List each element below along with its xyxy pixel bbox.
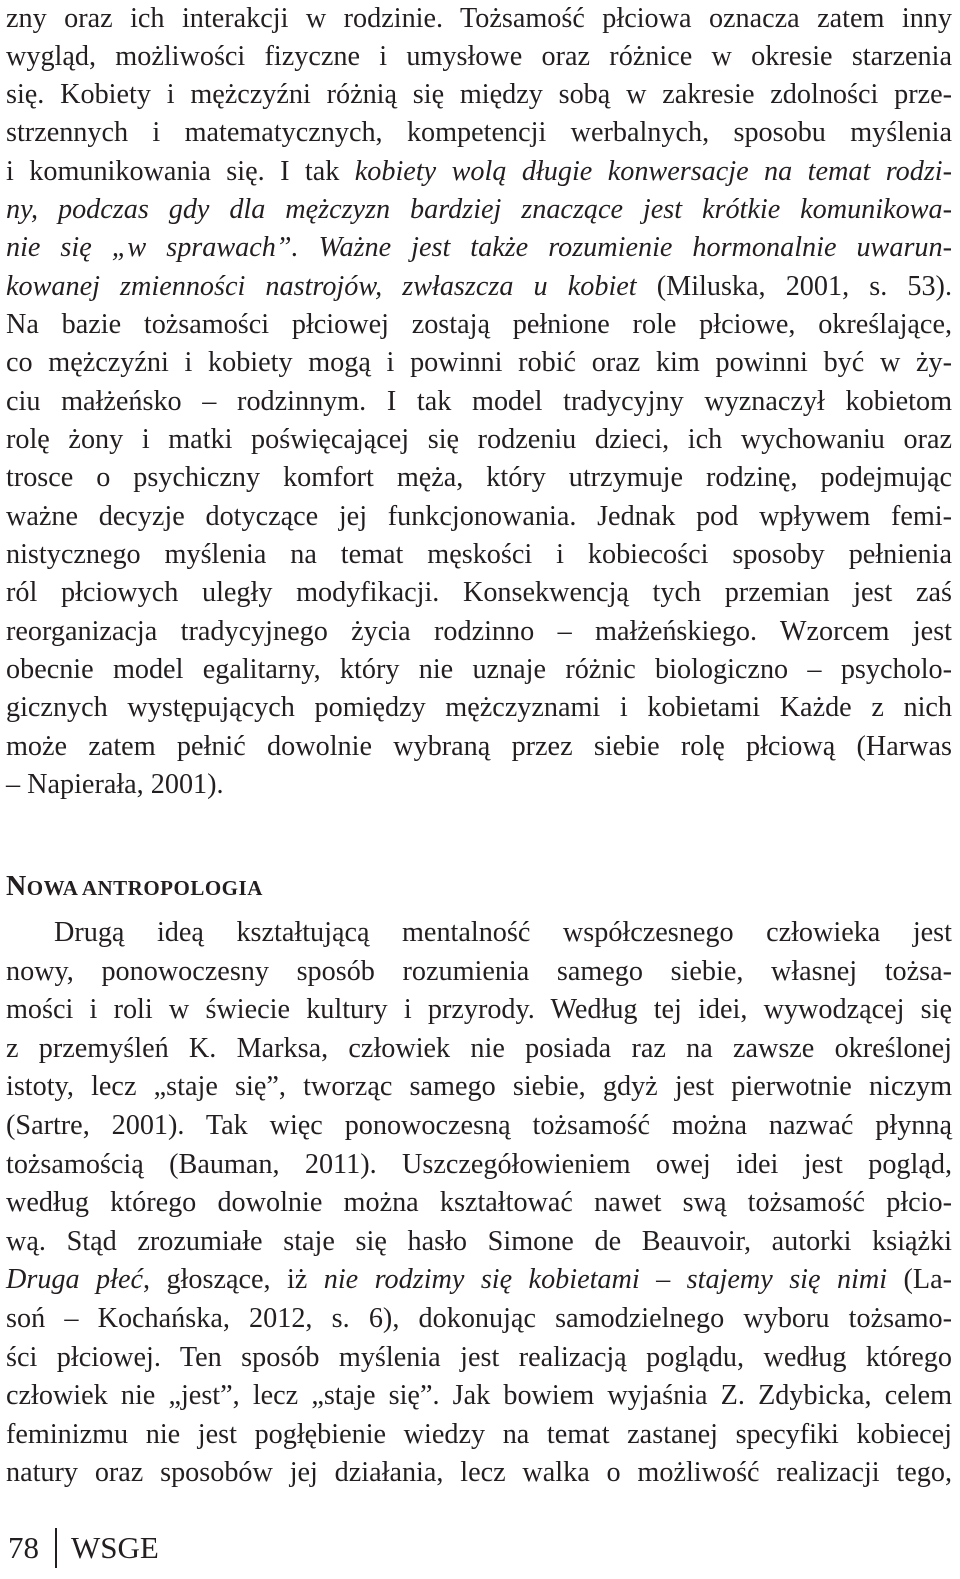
italic-text: ny, podczas gdy dla mężczyzn bardziej znaczące jest krótkie komunikowa- xyxy=(6,194,952,225)
text-line: co mężczyźni i kobiety mogą i powinni robić oraz kim powinni być w ży- xyxy=(6,347,952,378)
italic-text: kowanej zmienności nastrojów, zwłaszcza u kobiet xyxy=(6,271,637,302)
text-line: ważne decyzje dotyczące jej funkcjonowania. Jednak pod wpływem femi- xyxy=(6,501,952,532)
text-line: soń – Kochańska, 2012, s. 6), dokonując samodzielnego wyboru tożsamo- xyxy=(6,1303,952,1334)
text-line: kowanej zmienności nastrojów, zwłaszcza u kobiet (Miluska, 2001, s. 53). xyxy=(6,271,952,302)
italic-text: kobiety wolą długie konwersacje na temat rodzi- xyxy=(354,156,953,187)
text-line: mości i roli w świecie kultury i przyrody. Według tej idei, wywodzącej się xyxy=(6,994,952,1025)
text-line: ści płciowej. Ten sposób myślenia jest realizacją poglądu, według którego xyxy=(6,1342,952,1373)
publisher-name: WSGE xyxy=(71,1530,159,1565)
text-line: ról płciowych uległy modyfikacji. Konsekwencją tych przemian jest zaś xyxy=(6,577,952,608)
text-line: gicznych występujących pomiędzy mężczyznami i kobietami Każde z nich xyxy=(6,692,952,723)
text-line: Na bazie tożsamości płciowej zostają pełnione role płciowe, określające, xyxy=(6,309,952,340)
text-line: wygląd, możliwości fizyczne i umysłowe oraz różnice w okresie starzenia xyxy=(6,41,952,72)
italic-text: Druga płeć xyxy=(6,1264,143,1295)
text-line: według którego dowolnie można kształtować nawet swą tożsamość płcio- xyxy=(6,1187,952,1218)
section-heading: NOWA ANTROPOLOGIA xyxy=(6,871,263,902)
text-line: rolę żony i matki poświęcającej się rodzeniu dzieci, ich wychowaniu oraz xyxy=(6,424,952,455)
italic-text: nie się „w sprawach”. xyxy=(6,232,299,263)
page-footer xyxy=(8,1526,159,1570)
text-line xyxy=(6,191,952,229)
text-line: obecnie model egalitarny, który nie uznaje różnic biologiczno – psycholo- xyxy=(6,654,952,685)
text-line: się. Kobiety i mężczyźni różnią się między sobą w zakresie zdolności prze- xyxy=(6,79,952,110)
text-line: feminizmu nie jest pogłębienie wiedzy na temat zastanej specyfiki kobiecej xyxy=(6,1419,952,1450)
text-line: Drugą ideą kształtującą mentalność współczesnego człowieka jest xyxy=(54,917,952,948)
text-line: i komunikowania się. I tak kobiety wolą długie konwersacje na temat rodzi- xyxy=(6,156,953,187)
text-line: z przemyśleń K. Marksa, człowiek nie posiada raz na zawsze określonej xyxy=(6,1033,952,1064)
footer-divider xyxy=(55,1528,57,1568)
text-line: strzennych i matematycznych, kompetencji werbalnych, sposobu myślenia xyxy=(6,117,952,148)
text-line: człowiek nie „jest”, lecz „staje się”. Jak bowiem wyjaśnia Z. Zdybicka, celem xyxy=(6,1380,952,1411)
text-line: nistycznego myślenia na temat męskości i kobiecości sposoby pełnienia xyxy=(6,539,952,570)
text-line: ciu małżeńsko – rodzinnym. I tak model tradycyjny wyznaczył kobietom xyxy=(6,386,952,417)
text-line: natury oraz sposobów jej działania, lecz walka o możliwość realizacji tego, xyxy=(6,1457,952,1488)
page-number: 78 xyxy=(8,1530,39,1565)
text-line: istoty, lecz „staje się”, tworząc samego siebie, gdyż jest pierwotnie niczym xyxy=(6,1071,952,1102)
text-line: nowy, ponowoczesny sposób rozumienia samego siebie, własnej tożsa- xyxy=(6,956,952,987)
italic-text: nie rodzimy się kobietami – stajemy się nimi xyxy=(323,1264,888,1295)
text-line: tożsamością (Bauman, 2011). Uszczegółowieniem owej idei jest pogląd, xyxy=(6,1149,952,1180)
text-line: może zatem pełnić dowolnie wybraną przez siebie rolę płciową (Harwas xyxy=(6,731,952,762)
text-line: zny oraz ich interakcji w rodzinie. Tożsamość płciowa oznacza zatem inny xyxy=(6,3,952,34)
text-line: trosce o psychiczny komfort męża, który utrzymuje rodzinę, podejmując xyxy=(6,462,952,493)
text-line: (Sartre, 2001). Tak więc ponowoczesną tożsamość można nazwać płynną xyxy=(6,1110,952,1141)
italic-text: Ważne jest także rozumienie hormonalnie uwarun- xyxy=(318,232,952,263)
text-line: – Napierała, 2001). xyxy=(6,769,224,800)
text-line: reorganizacja tradycyjnego życia rodzinno – małżeńskiego. Wzorcem jest xyxy=(6,616,952,647)
text-line xyxy=(6,229,952,267)
text-line: wą. Stąd zrozumiałe staje się hasło Simone de Beauvoir, autorki książki xyxy=(6,1226,952,1257)
text-line: Druga płeć, głoszące, iż nie rodzimy się kobietami – stajemy się nimi (La- xyxy=(6,1264,952,1295)
